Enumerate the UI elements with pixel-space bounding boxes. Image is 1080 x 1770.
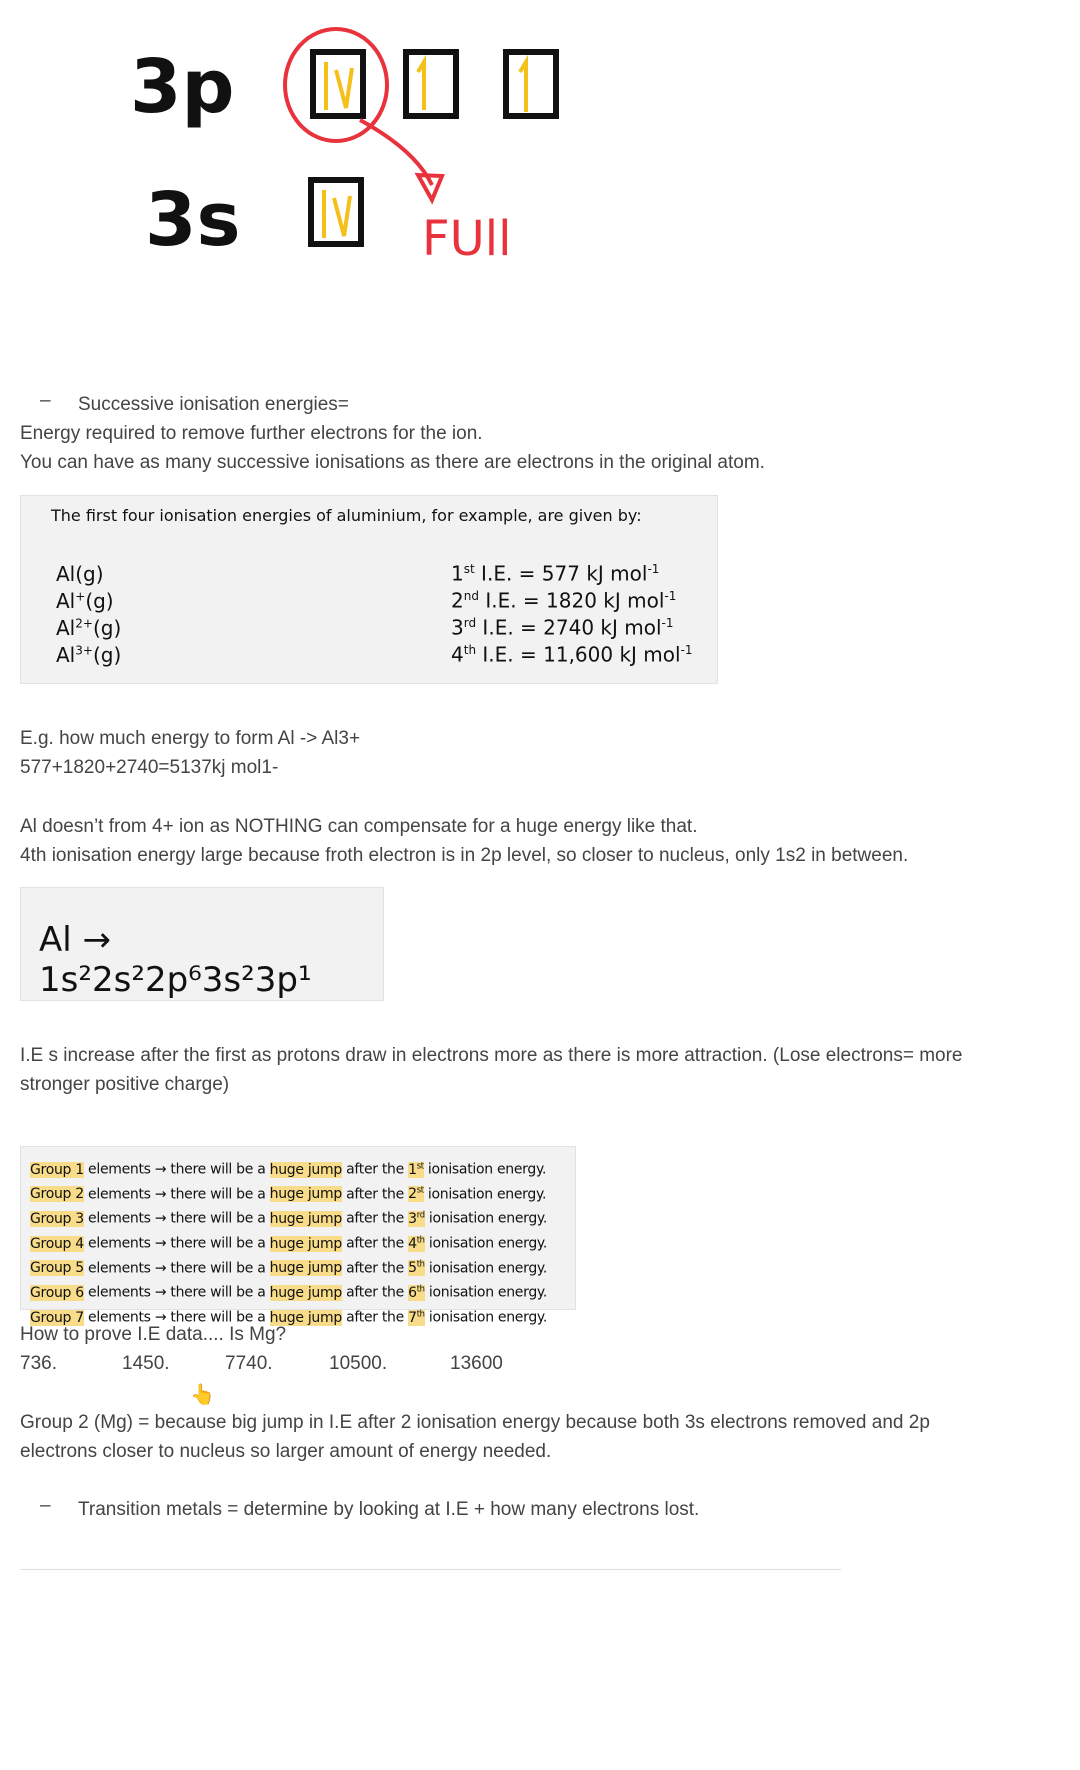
- ie-species: $Al^{2+}(g)$: [56, 615, 122, 640]
- group-rule-row: Group 7 elements → there will be a huge jump after the 7th ionisation energy.: [30, 1307, 548, 1326]
- divider: [20, 1569, 841, 1570]
- bullet-dash: –: [40, 1495, 51, 1516]
- ie-table-image: [20, 495, 718, 684]
- ie-caption: The first four ionisation energies of aluminium, for example, are given by:: [51, 506, 642, 525]
- label-3p: 3p: [130, 44, 235, 130]
- ie-value-mg: 13600: [450, 1353, 503, 1374]
- label-3s: 3s: [145, 177, 241, 263]
- ie-value: 4th I.E. = 11,600 kJ mol$^{-1}$: [451, 642, 693, 667]
- ie-row: [56, 610, 696, 640]
- ie-row: [56, 583, 696, 613]
- ie-species: Al+(g): [56, 588, 114, 613]
- group-rule-row: Group 3 elements → there will be a huge jump after the 3rd ionisation energy.: [30, 1209, 548, 1227]
- text-line: E.g. how much energy to form Al -> Al3+: [20, 728, 361, 749]
- text-line: 4th ionisation energy large because froth electron is in 2p level, so closer to nucleus, only 1s2 in between.: [20, 845, 909, 866]
- electron-config-image: [20, 887, 384, 1001]
- text-line: Group 2 (Mg) = because big jump in I.E after 2 ionisation energy because both 3s electrons removed and 2p: [20, 1412, 930, 1433]
- ie-value: 1st I.E. = 577 kJ mol$^{-1}$: [451, 561, 660, 586]
- bullet-dash: –: [40, 390, 51, 411]
- ie-value: 2nd I.E. = 1820 kJ mol$^{-1}$: [451, 588, 677, 613]
- ie-row: [56, 556, 696, 586]
- text-line: Al doesn’t from 4+ ion as NOTHING can compensate for a huge energy like that.: [20, 816, 698, 837]
- text-line: You can have as many successive ionisations as there are electrons in the original atom.: [20, 452, 765, 473]
- transition-bullet: Transition metals = determine by looking at I.E + how many electrons lost.: [78, 1499, 700, 1520]
- ie-value-mg: 10500.: [329, 1353, 388, 1374]
- group-rule-row: Group 4 elements → there will be a huge jump after the 4th ionisation energy.: [30, 1233, 548, 1252]
- group-rule-row: Group 5 elements → there will be a huge jump after the 5th ionisation energy.: [30, 1258, 548, 1277]
- text-line: Energy required to remove further electrons for the ion.: [20, 423, 483, 444]
- group-rule-row: Group 6 elements → there will be a huge jump after the 6th ionisation energy.: [30, 1283, 548, 1301]
- group-rule-row: Group 1 elements → there will be a huge jump after the 1st ionisation energy.: [30, 1160, 547, 1178]
- ie-value-mg: 736.: [20, 1353, 57, 1374]
- text-line: 577+1820+2740=5137kj mol1-: [20, 757, 279, 778]
- text-line: stronger positive charge): [20, 1074, 230, 1095]
- ie-species: $Al^{3+}(g)$: [56, 642, 122, 667]
- text-line: electrons closer to nucleus so larger amount of energy needed.: [20, 1441, 552, 1462]
- group-rule-row: Group 2 elements → there will be a huge jump after the 2st ionisation energy.: [30, 1184, 547, 1203]
- group-jump-image: [20, 1146, 576, 1326]
- ie-value-mg: 7740.: [225, 1353, 273, 1374]
- text-line: I.E s increase after the first as protons draw in electrons more as there is more attraction. (Lose electrons= more: [20, 1045, 963, 1066]
- ie-value-mg: 1450.: [122, 1353, 170, 1374]
- ie-value: 3rd I.E. = 2740 kJ mol$^{-1}$: [451, 615, 674, 640]
- ie-row: [56, 637, 696, 667]
- text-line: How to prove I.E data.... Is Mg?: [20, 1324, 287, 1345]
- successive-heading: Successive ionisation energies=: [78, 394, 349, 415]
- pointing-hand-icon: 👆: [190, 1384, 215, 1406]
- ie-species: Al(g): [56, 561, 104, 586]
- electron-config: Al → 1s²2s²2p⁶3s²3p¹: [39, 920, 312, 1000]
- full-annotation: FUll: [422, 211, 512, 267]
- orbital-diagram: [0, 0, 620, 280]
